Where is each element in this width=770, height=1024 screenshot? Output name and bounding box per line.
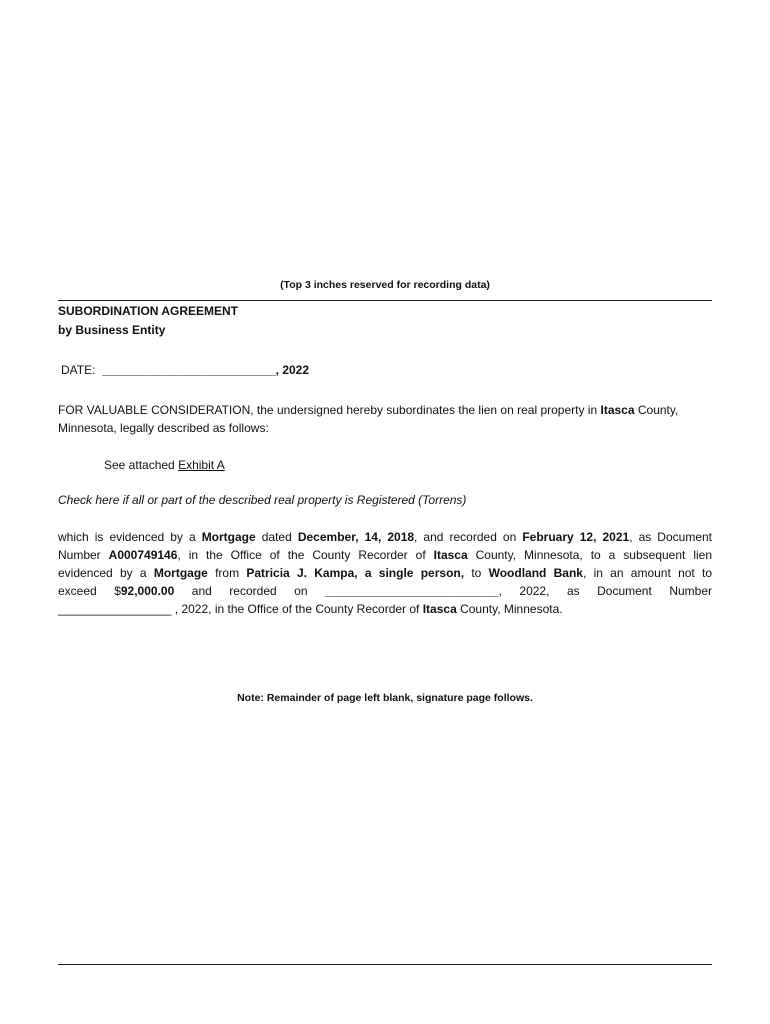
evidence-paragraph — [58, 528, 712, 618]
consideration-paragraph — [58, 401, 712, 437]
instrument-type: Mortgage — [201, 530, 256, 544]
mortgagor-name: Patricia J. Kampa, a single person, — [246, 566, 465, 580]
loan-amount: 92,000.00 — [120, 584, 175, 598]
evidence-text: , as Document — [629, 530, 712, 544]
evidence-text: to — [464, 566, 489, 580]
recording-date: February 12, 2021 — [522, 530, 630, 544]
recording-reserved-note: (Top 3 inches reserved for recording data) — [280, 279, 490, 291]
exhibit-line — [104, 456, 758, 474]
evidence-text: , in the Office of the County Recorder of — [177, 548, 434, 562]
document-number: A000749146 — [108, 548, 178, 562]
lender-name: Woodland Bank — [488, 566, 583, 580]
evidence-text: evidenced by a — [58, 566, 154, 580]
evidence-text: dated — [255, 530, 298, 544]
evidence-text: _________________ , 2022, in the Office of the County Recorder of — [58, 602, 423, 616]
county-name: Itasca — [422, 602, 457, 616]
torrens-check-note: Check here if all or part of the described real property is Registered (Torrens) — [58, 493, 467, 507]
evidence-line-3 — [58, 564, 712, 582]
evidence-text: from — [207, 566, 247, 580]
evidence-text: exceed $ — [58, 584, 121, 598]
exhibit-a-link[interactable]: Exhibit A — [178, 458, 225, 472]
evidence-text: County, Minnesota, to a subsequent lien — [467, 548, 712, 562]
exhibit-prefix: See attached — [104, 458, 179, 472]
evidence-line-2 — [58, 546, 712, 564]
instrument-type: Mortgage — [153, 566, 208, 580]
mortgage-date: December, 14, 2018 — [297, 530, 415, 544]
consideration-text-1: FOR VALUABLE CONSIDERATION, the undersigned hereby subordinates the lien on real property in — [58, 403, 601, 417]
evidence-line-1 — [58, 528, 712, 546]
title-main: SUBORDINATION AGREEMENT — [58, 304, 238, 318]
evidence-text: County, Minnesota. — [456, 602, 563, 616]
header-divider — [58, 300, 712, 301]
footer-divider — [58, 964, 712, 965]
evidence-text: , 2022, as Document Number — [498, 584, 712, 598]
evidence-text: , in an amount not to — [582, 566, 713, 580]
evidence-text: Number — [58, 548, 109, 562]
document-title — [58, 302, 238, 340]
consideration-text-2: County, Minnesota, legally described as follows: — [58, 403, 679, 435]
evidence-line-5 — [58, 600, 712, 618]
evidence-text: and recorded on — [174, 584, 326, 598]
evidence-line-4 — [58, 582, 712, 600]
recording-date-blank: __________________________ — [325, 584, 499, 598]
date-blank: __________________________, 2022 — [102, 363, 310, 377]
evidence-text: which is evidenced by a — [58, 530, 202, 544]
county-name: Itasca — [433, 548, 468, 562]
evidence-text: , and recorded on — [414, 530, 523, 544]
footer-note: Note: Remainder of page left blank, signature page follows. — [237, 692, 533, 704]
date-line — [61, 361, 715, 379]
county-name: Itasca — [600, 403, 635, 417]
date-label: DATE: — [61, 363, 96, 377]
title-subtitle: by Business Entity — [58, 323, 166, 337]
